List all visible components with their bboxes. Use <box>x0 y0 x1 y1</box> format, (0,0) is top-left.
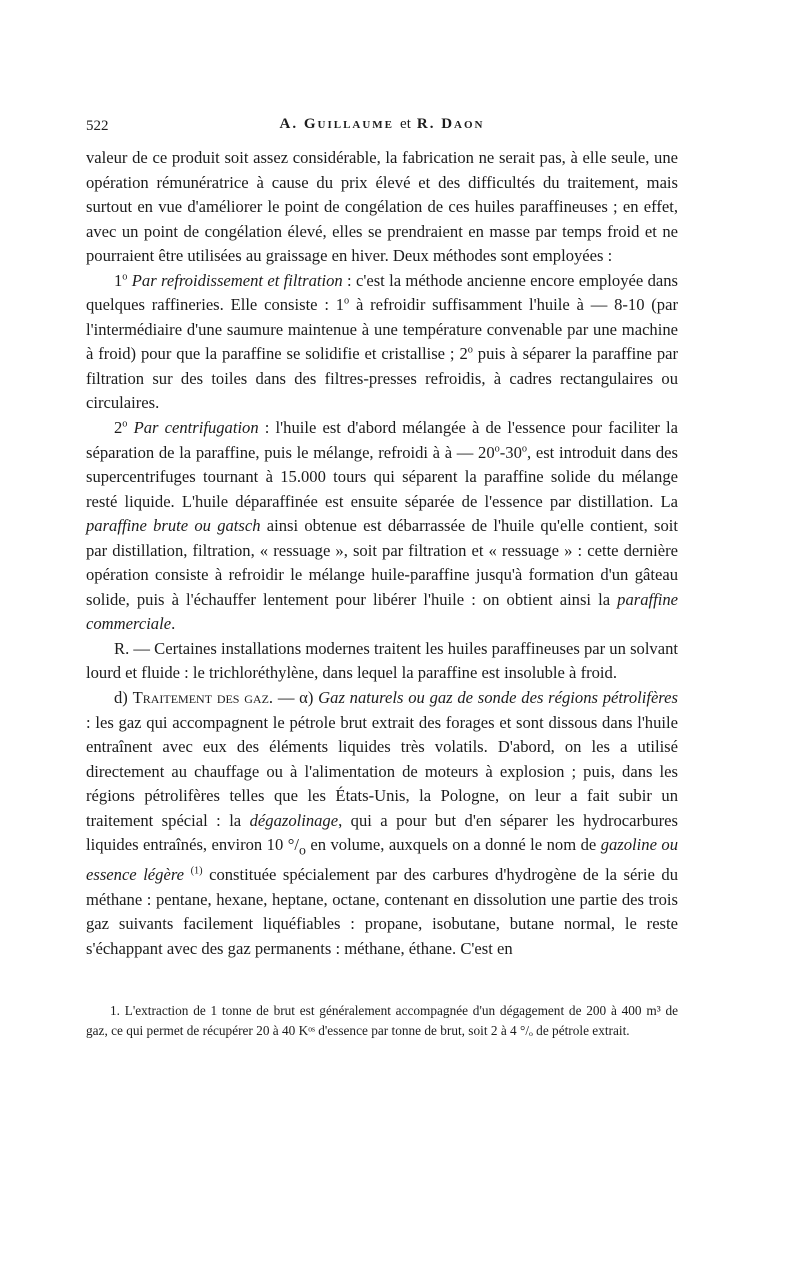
list-number: 1 <box>114 270 123 290</box>
paragraph-centrifugation <box>86 416 678 637</box>
italic-term: gazoline ou essence légère <box>86 835 678 885</box>
method-title: Par refroidissement et filtration <box>131 270 343 290</box>
text-segment: ainsi obtenue est débarrassée de l'huile qu'elle contient, soit par distillation, filtration, « ressuage », soit par filtration et « ressuage » : cette dernière opération consiste à refroidir le mélange huile-paraffine jusqu'à formation d'un gâteau solide, puis à l'échauffer lentement pour libérer l'huile : on obtient ainsi la <box>86 516 678 609</box>
text-segment: : l'huile est d'abord mélangée à de l'essence pour faciliter la séparation de la paraffine, puis le mélange, refroidi à à — 20 <box>86 418 679 462</box>
text-segment: — α) <box>273 688 319 708</box>
text-segment: , est introduit dans des supercentrifuges tournant à 15.000 tours qui séparent la paraffine solide du mélange resté liquide. L'huile déparaffinée est ensuite séparée de l'essence par distillation. La <box>86 442 678 511</box>
method-title: Par centrifugation <box>133 418 259 438</box>
percent-sub: o <box>298 842 306 858</box>
list-number: 2 <box>114 418 123 438</box>
paragraph-remark: R. — Certaines installations modernes traitent les huiles paraffineuses par un solvant lourd et fluide : le trichloréthylène, dans lequel la paraffine est insoluble à froid. <box>86 638 678 683</box>
italic-term: dégazolinage <box>249 810 339 830</box>
footnote-gap <box>86 961 678 1001</box>
author-2: R. Daon <box>416 116 485 132</box>
footnotes <box>86 1001 678 1040</box>
text-segment: : c'est la méthode ancienne encore employée dans quelques raffineries. Elle consiste : 1 <box>86 270 678 315</box>
paragraph-traitement-gaz <box>86 686 678 961</box>
body-text <box>86 146 678 961</box>
text-segment: puis à séparer la paraffine par filtration sur des toiles dans des filtres-presses refroidis, à cadres rectangulaires ou circulaires. <box>86 344 679 413</box>
percent-sign: °/ <box>287 835 299 855</box>
page <box>86 112 678 1040</box>
text-segment: : les gaz qui accompagnent le pétrole brut extrait des forages et sont dissous dans l'huile entraînent avec eux des éléments liquides très volatils. D'abord, on les a utilisé directement au chauffage ou à l'alimentation de moteurs à explosion ; puis, dans les régions pétrolifères telles que les États-Unis, la Pologne, on leur a fait subir un traitement spécial : la <box>86 712 678 830</box>
section-heading: Traitement des gaz. <box>132 688 274 708</box>
italic-term: paraffine brute ou gatsch <box>86 516 261 536</box>
section-label: d) <box>114 688 128 708</box>
text-segment: . <box>171 614 176 634</box>
degree-sup: o <box>521 443 528 455</box>
paragraph-continuation: valeur de ce produit soit assez considérable, la fabrication ne serait pas, à elle seule, une opération rémunératrice à cause du prix élevé et des difficultés du traitement, mais surtout en vue d'améliorer le point de congélation de ces huiles paraffineuses ; en effet, avec un point de congélation élevé, elles se prendraient en masse par temps froid et ne pourraient être utilisées au graissage en hiver. Deux méthodes sont employées : <box>86 148 678 266</box>
italic-term: Gaz naturels ou gaz de sonde des régions pétrolifères <box>318 688 678 708</box>
text-segment: , qui a pour but d'en séparer les hydrocarbures liquides entraînés, environ 10 <box>86 810 678 855</box>
author-1: A. Guillaume <box>279 116 395 132</box>
footnote-ref: (1) <box>190 865 203 877</box>
running-head <box>86 116 678 133</box>
page-header <box>86 112 678 140</box>
text-segment: constituée spécialement par des carbures d'hydrogène de la série du méthane : pentane, hexane, heptane, octane, contenant en dissolution une partie des trois gaz suivants facilement liquéfiables : propane, isobutane, butane normal, le reste s'échappant avec des gaz permanents : méthane, éthane. C'est en <box>86 865 678 958</box>
ordinal-sup: o <box>122 271 128 283</box>
text-segment: en volume, auxquels on a donné le nom de <box>305 835 601 855</box>
conjunction: et <box>400 116 411 132</box>
footnote-1: 1. L'extraction de 1 tonne de brut est généralement accompagnée d'un dégagement de 200 à 400 m³ de gaz, ce qui permet de récupérer 20 à 40 Kᵒˢ d'essence par tonne de brut, soit 2 à 4 °/ₒ de pétrole extrait. <box>86 1003 678 1038</box>
ordinal-sup: o <box>122 418 128 430</box>
page-number: 522 <box>86 118 109 134</box>
paragraph-refroidissement <box>86 269 678 416</box>
ordinal-sup: o <box>467 344 473 356</box>
italic-term: paraffine commerciale <box>86 589 678 634</box>
ordinal-sup: o <box>344 295 350 307</box>
degree-sup: o <box>494 443 500 455</box>
text-segment: à refroidir suffisamment l'huile à — 8-10 (par l'intermédiaire d'une saumure maintenue à une température convenable par une machine à froid) pour que la paraffine se solidifie et cristallise ; 2 <box>86 295 678 364</box>
text-segment: -30 <box>499 442 522 462</box>
